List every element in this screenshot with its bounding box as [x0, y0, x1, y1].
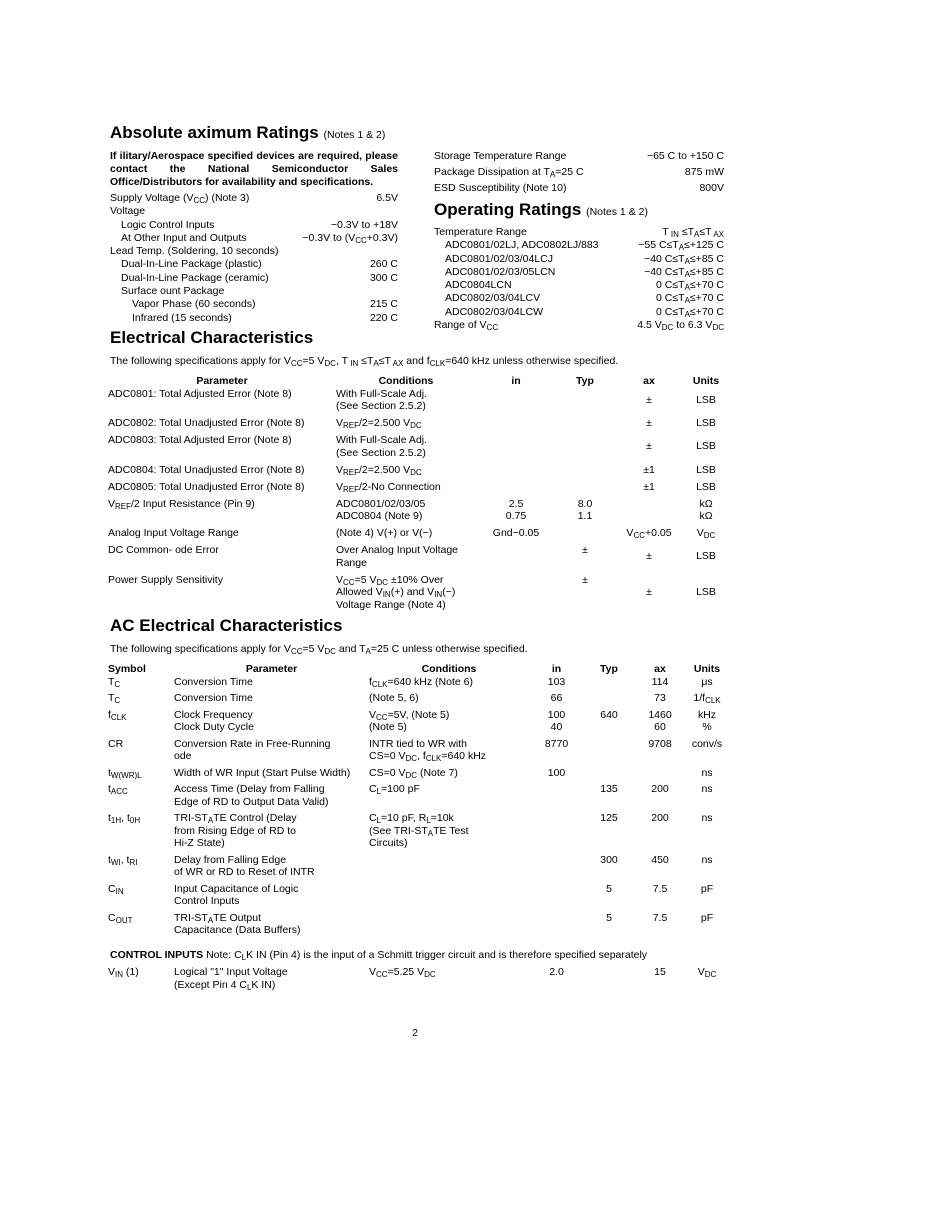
- elec-cell-max: ±: [646, 417, 652, 429]
- op-ratings-vcc-value: 4.5 $V_{DC}$ to 6.3 $V_{DC}$: [637, 319, 724, 333]
- ac-cell-symbol: $t_{WI}$, $t_{RI}$: [108, 853, 138, 867]
- elec-header-units: Units: [692, 375, 720, 387]
- ac-cell-symbol: $C_{IN}$: [108, 882, 124, 896]
- abs-max-row-label: At Other Input and Outputs: [121, 231, 247, 244]
- elec-cell-units: LSB: [696, 393, 716, 406]
- abs-max-title: Absolute aximum Ratings (Notes 1 & 2): [110, 123, 386, 142]
- abs-max-right-row: [434, 150, 724, 166]
- op-ratings-row: [434, 306, 724, 319]
- ac-cell-max: 114: [651, 675, 669, 688]
- ac-cell-max: 15: [654, 966, 666, 978]
- elec-section: [110, 328, 313, 348]
- elec-cell-param: ADC0801: Total Adjusted Error (Note 8): [108, 387, 292, 400]
- ac-cell-units: μs: [701, 675, 713, 688]
- elec-cell-conditions: With Full-Scale Adj. (See Section 2.5.2): [336, 434, 428, 459]
- elec-header-max: ax: [643, 375, 655, 387]
- ac-cell-conditions: INTR tied to WR with CS=0 $V_{DC}$, $f_{CLK}=640$ kHz: [369, 737, 487, 763]
- elec-cell-units: LSB: [696, 550, 716, 563]
- ac-row: [108, 709, 728, 738]
- ac-cell-typ: 5: [606, 911, 612, 924]
- elec-cell-param: ADC0805: Total Unadjusted Error (Note 8): [108, 480, 305, 493]
- elec-cell-typ: [556, 417, 614, 434]
- op-ratings-list: [434, 226, 724, 332]
- elec-cell-min: Gnd−0.05: [492, 527, 540, 539]
- elec-cell-conditions: ADC0801/02/03/05 ADC0804 (Note 9): [336, 497, 426, 522]
- elec-row: [108, 481, 728, 498]
- op-ratings-row-label: ADC0801/02/03/04LCJ: [445, 252, 553, 265]
- ac-cell-units: ns: [701, 812, 713, 824]
- ac-header-conditions: Conditions: [421, 663, 477, 675]
- elec-row: [108, 434, 728, 464]
- elec-cell-max: ±1: [643, 463, 655, 476]
- elec-header-row: [108, 375, 728, 388]
- abs-max-right-row: [434, 166, 724, 182]
- ac-cell-units: ns: [701, 783, 713, 795]
- ac-cell-conditions: [369, 854, 529, 883]
- abs-max-row-label: Infrared (15 seconds): [132, 311, 232, 324]
- ac-cell-min: 103: [547, 675, 566, 688]
- ac-cell-symbol: $t_{ACC}$: [108, 783, 128, 796]
- abs-max-row-label: Surface ount Package: [121, 285, 225, 298]
- ac-cell-min: [529, 812, 584, 854]
- elec-cell-max: ±: [646, 393, 652, 406]
- military-note: If ilitary/Aerospace specified devices are required, please contact the National Semiconductor Sales Office/Distributors for availability and specifications.: [110, 150, 398, 188]
- elec-cell-param: ADC0803: Total Adjusted Error (Note 8): [108, 434, 292, 446]
- ac-cell-param: Access Time (Delay from Falling Edge of RD to Output Data Valid): [174, 783, 329, 808]
- ac-cell-typ: 125: [600, 812, 618, 824]
- elec-cell-typ: [556, 464, 614, 481]
- ac-row: [108, 767, 728, 784]
- elec-cell-typ: [556, 481, 614, 498]
- ac-cell-param: Input Capacitance of Logic Control Inputs: [174, 882, 299, 907]
- ac-cell-symbol: $T_C$: [108, 675, 121, 689]
- ac-cell-typ: 300: [600, 853, 618, 866]
- abs-max-row-label: Supply Voltage $(V_{CC})$ (Note 3): [110, 192, 250, 205]
- ac-row: [108, 966, 728, 995]
- abs-max-row: [110, 285, 398, 298]
- elec-cell-param: Analog Input Voltage Range: [108, 527, 239, 539]
- elec-cell-typ: ±: [582, 573, 588, 586]
- abs-max-right-value: −65 C to +150 C: [646, 150, 724, 162]
- ac-header-typ: Typ: [600, 663, 618, 675]
- elec-cell-conditions: Over Analog Input Voltage Range: [336, 544, 459, 569]
- op-ratings-row-label: ADC0802/03/04LCW: [445, 305, 544, 318]
- abs-max-notes: (Notes 1 & 2): [323, 129, 386, 141]
- abs-max-section: [110, 123, 410, 143]
- elec-cell-conditions: $V_{REF}/2=2.500$ $V_{DC}$: [336, 463, 422, 477]
- op-ratings-vcc: [434, 319, 724, 332]
- ac-cell-units: ns: [701, 766, 713, 779]
- abs-max-right-label: Package Dissipation at $T_A=25$ C: [434, 166, 584, 179]
- ac-last-table: [108, 966, 728, 995]
- ac-cell-symbol: $C_{OUT}$: [108, 911, 133, 925]
- elec-cell-units: LSB: [696, 480, 716, 493]
- elec-header-typ: Typ: [576, 375, 594, 387]
- ac-header-min: in: [551, 663, 562, 675]
- op-ratings-notes: (Notes 1 & 2): [586, 206, 648, 218]
- ac-cell-symbol: CR: [108, 737, 124, 750]
- elec-cell-typ: 8.0 1.1: [577, 497, 593, 522]
- elec-cell-min: [476, 464, 556, 481]
- elec-cell-conditions: (Note 4) V(+) or V(−): [336, 527, 433, 539]
- elec-cell-min: 2.5 0.75: [505, 497, 527, 522]
- elec-header-conditions: Conditions: [378, 375, 434, 387]
- abs-max-right-value: 875 mW: [684, 166, 724, 178]
- abs-max-row-label: Vapor Phase (60 seconds): [132, 298, 256, 311]
- ac-cell-param: Conversion Time: [174, 692, 253, 704]
- ac-cell-max: 1460 60: [648, 708, 672, 733]
- ac-table: [108, 663, 728, 941]
- elec-cell-min: [476, 544, 556, 574]
- ac-cell-symbol: $f_{CLK}$: [108, 708, 127, 722]
- ac-cell-param: TRI-$ST_ATE$ Control (Delay from Rising Edge of RD to Hi-Z State): [174, 812, 297, 849]
- ac-title: AC Electrical Characteristics: [110, 616, 343, 635]
- ac-cell-max: 200: [651, 812, 669, 824]
- ac-cell-max: 450: [651, 853, 669, 866]
- op-ratings-row-label: ADC0801/02/03/05LCN: [445, 265, 556, 278]
- op-ratings-row-value: −55 $C\le T_A\le+125$ C: [638, 239, 724, 253]
- ac-cell-typ: [584, 738, 634, 767]
- elec-cell-conditions: With Full-Scale Adj. (See Section 2.5.2): [336, 387, 428, 412]
- ac-cell-typ: [584, 966, 634, 995]
- abs-max-row: [110, 298, 398, 311]
- elec-cell-typ: [556, 434, 614, 464]
- elec-cell-param: ADC0804: Total Unadjusted Error (Note 8): [108, 463, 305, 476]
- elec-cell-units: LSB: [696, 586, 716, 598]
- elec-cell-max: ±: [646, 440, 652, 453]
- elec-row: [108, 544, 728, 574]
- ac-cell-min: [529, 854, 584, 883]
- ac-cell-max: 7.5: [652, 882, 668, 895]
- ac-cell-max: 73: [654, 692, 666, 704]
- elec-cell-units: LSB: [696, 440, 716, 453]
- elec-cell-max: ±: [646, 586, 652, 598]
- ac-row: [108, 883, 728, 912]
- abs-max-row: [110, 258, 398, 271]
- ac-cell-units: ns: [701, 853, 713, 866]
- op-ratings-header-label: Temperature Range: [434, 226, 527, 238]
- elec-cell-max: ±1: [643, 480, 655, 493]
- ac-cell-param: Delay from Falling Edge of WR or RD to Reset of INTR: [174, 853, 315, 878]
- abs-max-right-row: [434, 182, 724, 198]
- op-ratings-row-label: ADC0804LCN: [445, 279, 512, 292]
- ac-cell-units: $V_{DC}$: [697, 966, 717, 979]
- elec-cell-units: kΩ kΩ: [699, 497, 713, 522]
- elec-cell-min: [476, 417, 556, 434]
- ac-cell-units: pF: [700, 882, 714, 895]
- op-ratings-row: [434, 253, 724, 266]
- elec-cell-param: ADC0802: Total Unadjusted Error (Note 8): [108, 417, 305, 429]
- ac-cell-symbol: $V_{IN}$ (1): [108, 966, 139, 979]
- ac-cell-conditions: [369, 912, 529, 941]
- ac-header-parameter: Parameter: [245, 663, 298, 675]
- op-ratings-row: [434, 239, 724, 252]
- abs-max-row: [110, 219, 398, 232]
- elec-cell-param: DC Common- ode Error: [108, 544, 219, 556]
- op-ratings-row: [434, 279, 724, 292]
- abs-max-row-label: Voltage: [110, 205, 146, 218]
- abs-max-row-value: −0.3V to $(V_{CC}+0.3V)$: [302, 231, 398, 245]
- elec-cell-min: [476, 574, 556, 616]
- abs-max-row-label: Dual-In-Line Package (ceramic): [121, 271, 269, 284]
- abs-max-row: [110, 272, 398, 285]
- ac-cell-units: $1/f_{CLK}$: [693, 692, 721, 705]
- ac-row: [108, 692, 728, 709]
- ac-cell-symbol: $t_{W(WR)L}$: [108, 766, 142, 780]
- elec-cell-min: [476, 481, 556, 498]
- ac-cell-min: [529, 783, 584, 812]
- elec-row: [108, 498, 728, 528]
- ac-cell-param: TRI-$ST_ATE$ Output Capacitance (Data Buffers): [174, 911, 301, 936]
- ac-cell-max: 7.5: [652, 911, 668, 924]
- op-ratings-row-label: ADC0802/03/04LCV: [445, 292, 541, 305]
- ac-row: [108, 812, 728, 854]
- control-inputs-label: CONTROL INPUTS: [110, 949, 204, 961]
- ac-cell-min: 8770: [544, 737, 569, 750]
- abs-max-row: [110, 205, 398, 218]
- op-ratings-section: [434, 200, 734, 220]
- ac-cell-param: Conversion Rate in Free-Running ode: [174, 737, 331, 762]
- abs-max-list: [110, 192, 398, 325]
- ac-cell-max: [634, 767, 686, 784]
- ac-cell-typ: 135: [600, 783, 618, 795]
- ac-cell-min: 100: [547, 766, 566, 779]
- abs-max-row-label: Logic Control Inputs: [121, 218, 215, 231]
- op-ratings-row-label: ADC0801/02LJ, ADC0802LJ/883: [445, 239, 599, 252]
- elec-row: [108, 464, 728, 481]
- ac-cell-min: [529, 912, 584, 941]
- ac-section: [110, 616, 342, 636]
- ac-cell-min: 2.0: [549, 966, 564, 978]
- op-ratings-header-value: T $_{IN} \le T_A\le T$ $_{AX}$: [662, 226, 724, 239]
- abs-max-row-label: Dual-In-Line Package (plastic): [121, 258, 262, 271]
- op-ratings-row-value: 0 $C\le T_A\le+70$ C: [656, 279, 724, 293]
- elec-row: [108, 527, 728, 544]
- ac-row: [108, 738, 728, 767]
- ac-cell-units: kHz %: [697, 708, 717, 733]
- elec-header-min: in: [511, 375, 521, 387]
- ac-header-units: Units: [693, 663, 721, 675]
- ac-cell-conditions: $V_{CC}=5V$, (Note 5) (Note 5): [369, 708, 450, 733]
- ac-row: [108, 783, 728, 812]
- abs-max-right-list: [434, 150, 724, 198]
- op-ratings-row-value: −40 $C\le T_A\le+85$ C: [644, 252, 724, 266]
- elec-cell-param: $V_{REF}/2$ Input Resistance (Pin 9): [108, 497, 255, 511]
- elec-cell-max: ±: [646, 550, 652, 563]
- op-ratings-row-value: 0 $C\le T_A\le+70$ C: [656, 292, 724, 306]
- elec-title: Electrical Characteristics: [110, 328, 314, 347]
- ac-cell-param: Clock Frequency Clock Duty Cycle: [174, 708, 254, 733]
- abs-max-right-label: ESD Susceptibility (Note 10): [434, 182, 567, 194]
- elec-cell-conditions: $V_{REF}/2-No$ Connection: [336, 480, 441, 494]
- op-ratings-header: [434, 226, 724, 239]
- ac-cell-min: 66: [550, 692, 563, 704]
- op-ratings-row-value: −40 $C\le T_A\le+85$ C: [644, 265, 724, 279]
- abs-max-row-label: Lead Temp. (Soldering, 10 seconds): [110, 245, 279, 258]
- ac-cell-symbol: $T_C$: [108, 692, 121, 705]
- ac-cell-typ: [584, 767, 634, 784]
- elec-cell-min: [476, 388, 556, 418]
- elec-cell-typ: [556, 527, 614, 544]
- abs-max-row: [110, 312, 398, 325]
- elec-cell-typ: ±: [582, 544, 588, 556]
- ac-cell-param: Conversion Time: [174, 675, 253, 688]
- abs-max-right-label: Storage Temperature Range: [434, 150, 567, 162]
- elec-cell-min: [476, 434, 556, 464]
- elec-cell-typ: [556, 388, 614, 418]
- ac-row: [108, 854, 728, 883]
- ac-cell-units: conv/s: [691, 737, 723, 750]
- elec-row: [108, 574, 728, 616]
- elec-row: [108, 388, 728, 418]
- abs-max-row-value: 220 C: [369, 311, 398, 324]
- abs-max-row: [110, 245, 398, 258]
- op-ratings-row: [434, 292, 724, 305]
- ac-cell-typ: 5: [606, 882, 612, 895]
- ac-cell-max: 9708: [648, 737, 672, 750]
- ac-cell-conditions: (Note 5, 6): [369, 692, 419, 704]
- ac-cell-max: 200: [651, 783, 669, 795]
- ac-row: [108, 912, 728, 941]
- ac-row: [108, 676, 728, 693]
- elec-subtitle: The following specifications apply for $V_{CC}=5$ $V_{DC}$, T $_{IN} \le T_A\le T$ $_{AX}$ and $f_{CLK}=640$ kHz unless otherwise specified.: [110, 355, 619, 368]
- elec-cell-conditions: $V_{REF}/2=2.500$ $V_{DC}$: [336, 417, 422, 430]
- elec-header-parameter: Parameter: [196, 375, 248, 387]
- ac-cell-conditions: CS=0 $V_{DC}$ (Note 7): [369, 766, 458, 780]
- ac-cell-typ: 640: [600, 708, 618, 721]
- ac-cell-typ: [584, 676, 634, 693]
- op-ratings-title: Operating Ratings (Notes 1 & 2): [434, 200, 648, 219]
- ac-cell-min: [529, 883, 584, 912]
- elec-cell-units: LSB: [696, 417, 716, 429]
- abs-max-row-value: 215 C: [369, 298, 398, 311]
- op-ratings-row-value: 0 $C\le T_A\le+70$ C: [656, 305, 724, 319]
- op-ratings-vcc-label: Range of $V_{CC}$: [434, 319, 499, 333]
- ac-cell-units: pF: [700, 911, 714, 924]
- abs-max-row-value: 260 C: [369, 258, 398, 271]
- ac-header-symbol: Symbol: [108, 663, 146, 675]
- abs-max-right-value: 800V: [699, 182, 724, 194]
- elec-table: [108, 375, 728, 616]
- ac-cell-typ: [584, 692, 634, 709]
- abs-max-row: [110, 232, 398, 245]
- ac-header-row: [108, 663, 728, 676]
- ac-cell-conditions: [369, 883, 529, 912]
- ac-cell-symbol: $t_{1H}$, $t_{0H}$: [108, 812, 141, 825]
- ac-subtitle: The following specifications apply for $V_{CC}=5$ $V_{DC}$ and $T_A=25$ C unless otherwise specified.: [110, 643, 528, 656]
- op-ratings-row: [434, 266, 724, 279]
- ac-cell-conditions: $C_L=10$ pF, $R_L=10k$ (See TRI-$ST_ATE$ Test Circuits): [369, 812, 469, 849]
- ac-cell-param: Logical "1" Input Voltage (Except Pin 4 $C_LK$ IN): [174, 966, 288, 992]
- ac-header-max: ax: [654, 663, 666, 675]
- ac-cell-conditions: $f_{CLK}=640$ kHz (Note 6): [369, 675, 473, 689]
- elec-cell-param: Power Supply Sensitivity: [108, 573, 223, 586]
- ac-cell-conditions: $C_L=100$ pF: [369, 783, 420, 796]
- control-inputs-line: [110, 949, 647, 961]
- elec-cell-conditions: $V_{CC}=5$ $V_{DC} \pm 10\%$ Over Allowed $V_{IN}(+)$ and $V_{IN}(-)$ Voltage Range (Note 4): [336, 573, 456, 611]
- elec-cell-units: $V_{DC}$: [696, 527, 716, 540]
- abs-max-row-value: −0.3V to +18V: [330, 218, 398, 231]
- abs-max-row-value: 6.5V: [376, 192, 398, 204]
- ac-cell-conditions: $V_{CC}=5.25$ $V_{DC}$: [369, 966, 436, 979]
- elec-row: [108, 417, 728, 434]
- control-inputs-note: Note: $C_LK$ IN (Pin 4) is the input of a Schmitt trigger circuit and is therefore specified separately: [203, 949, 648, 962]
- ac-cell-min: 100 40: [547, 708, 566, 733]
- abs-max-row-value: 300 C: [369, 271, 398, 284]
- ac-cell-param: Width of WR Input (Start Pulse Width): [174, 766, 351, 779]
- page-number: 2: [412, 1027, 418, 1039]
- elec-cell-units: LSB: [696, 463, 716, 476]
- elec-cell-max: [614, 498, 684, 528]
- abs-max-row: [110, 192, 398, 205]
- elec-cell-max: $V_{CC}+0.05$: [626, 527, 672, 540]
